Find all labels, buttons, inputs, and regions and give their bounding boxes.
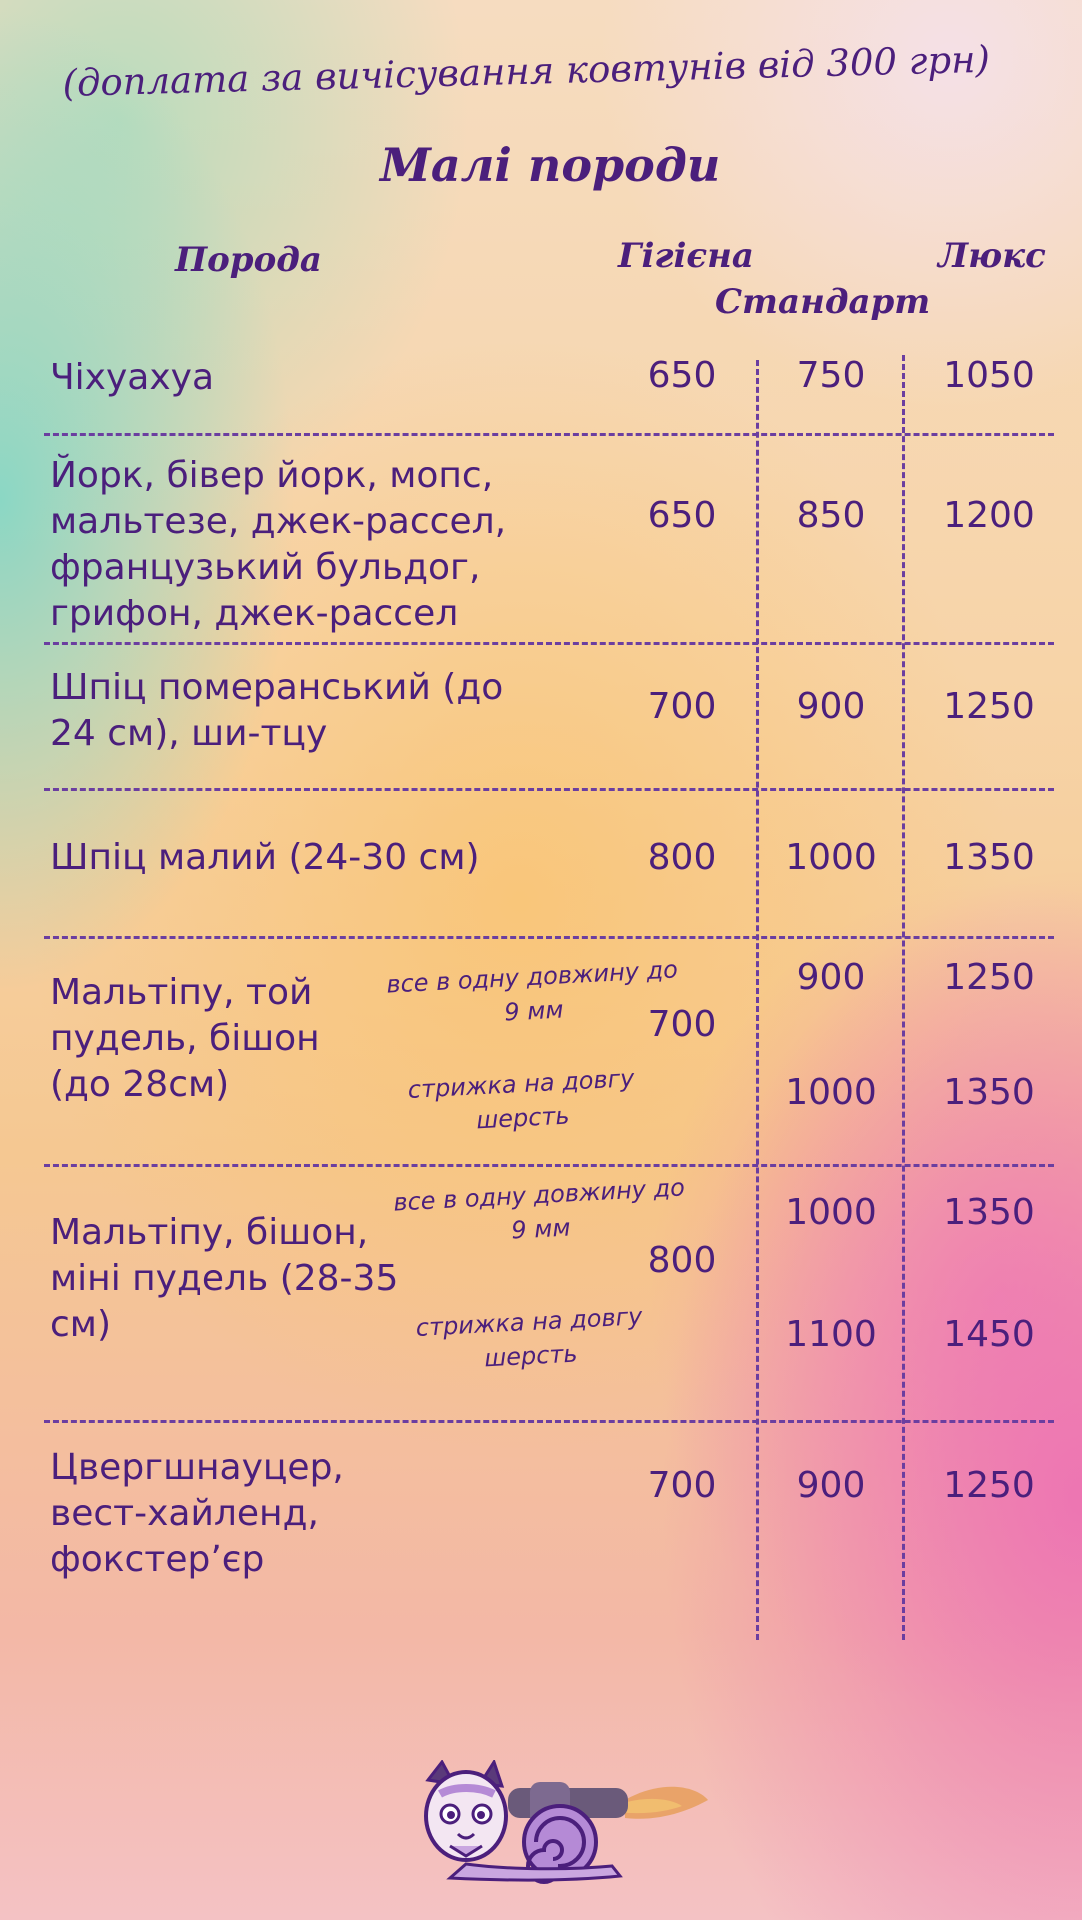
row-pomeranian-breed: Шпіц померанський (до 24 см), ши-тцу <box>50 667 504 754</box>
row-divider <box>44 642 1054 645</box>
row-divider <box>44 1164 1054 1167</box>
row-york-hygiene: 650 <box>647 495 717 536</box>
surcharge-note: (доплата за вичісування ковтунів від 300 грн) <box>62 37 991 105</box>
row-divider <box>44 1420 1054 1423</box>
row-maltipoo-mini-option-1: все в одну довжину до 9 мм <box>392 1173 686 1245</box>
page-title: Малі породи <box>380 138 721 192</box>
column-header-breed: Порода <box>175 240 322 280</box>
row-pomeranian-lux: 1250 <box>943 686 1035 727</box>
column-header-hygiene: Гігієна <box>618 236 754 276</box>
row-chihuahua-standard: 750 <box>796 355 866 396</box>
row-maltipoo-mini-option-2: стрижка на довгу шерсть <box>415 1302 644 1373</box>
row-small-spitz-hygiene: 800 <box>647 837 717 878</box>
column-divider-2 <box>902 355 905 1640</box>
row-divider <box>44 788 1054 791</box>
column-header-standard: Стандарт <box>715 282 931 322</box>
row-chihuahua-hygiene: 650 <box>647 355 717 396</box>
column-divider-1 <box>756 360 759 1640</box>
row-maltipoo-toy-hygiene: 700 <box>647 1004 717 1045</box>
row-maltipoo-mini-standard-1: 1000 <box>785 1192 877 1233</box>
row-maltipoo-toy-lux-1: 1250 <box>943 957 1035 998</box>
column-header-lux: Люкс <box>938 236 1046 276</box>
row-divider <box>44 936 1054 939</box>
row-divider <box>44 433 1054 436</box>
row-maltipoo-toy-standard-1: 900 <box>796 957 866 998</box>
row-maltipoo-mini-lux-2: 1450 <box>943 1314 1035 1355</box>
row-pomeranian-hygiene: 700 <box>647 686 717 727</box>
row-small-spitz-breed: Шпіц малий (24-30 см) <box>50 837 480 878</box>
row-maltipoo-toy-standard-2: 1000 <box>785 1072 877 1113</box>
row-chihuahua-breed: Чіхуахуа <box>50 357 215 398</box>
row-maltipoo-toy-lux-2: 1350 <box>943 1072 1035 1113</box>
row-maltipoo-toy-breed: Мальтіпу, той пудель, бішон (до 28см) <box>50 972 320 1105</box>
row-maltipoo-toy-option-1: все в одну довжину до 9 мм <box>385 955 679 1027</box>
row-small-spitz-standard: 1000 <box>785 837 877 878</box>
row-york-breed: Йорк, бівер йорк, мопс, мальтезе, джек-рассел, французький бульдог, грифон, джек-рассел <box>50 455 507 634</box>
row-york-lux: 1200 <box>943 495 1035 536</box>
row-chihuahua-lux: 1050 <box>943 355 1035 396</box>
row-maltipoo-toy-option-2: стрижка на довгу шерсть <box>407 1064 636 1135</box>
snail-cat-jet-icon <box>420 1760 710 1885</box>
row-maltipoo-mini-lux-1: 1350 <box>943 1192 1035 1233</box>
row-maltipoo-mini-breed: Мальтіпу, бішон, міні пудель (28-35 см) <box>50 1212 399 1345</box>
row-maltipoo-mini-hygiene: 800 <box>647 1240 717 1281</box>
row-pomeranian-standard: 900 <box>796 686 866 727</box>
row-york-standard: 850 <box>796 495 866 536</box>
row-schnauzer-hygiene: 700 <box>647 1465 717 1506</box>
row-schnauzer-standard: 900 <box>796 1465 866 1506</box>
row-schnauzer-lux: 1250 <box>943 1465 1035 1506</box>
row-schnauzer-breed: Цвергшнауцер, вест-хайленд, фокстер’єр <box>50 1447 344 1580</box>
row-maltipoo-mini-standard-2: 1100 <box>785 1314 877 1355</box>
row-small-spitz-lux: 1350 <box>943 837 1035 878</box>
